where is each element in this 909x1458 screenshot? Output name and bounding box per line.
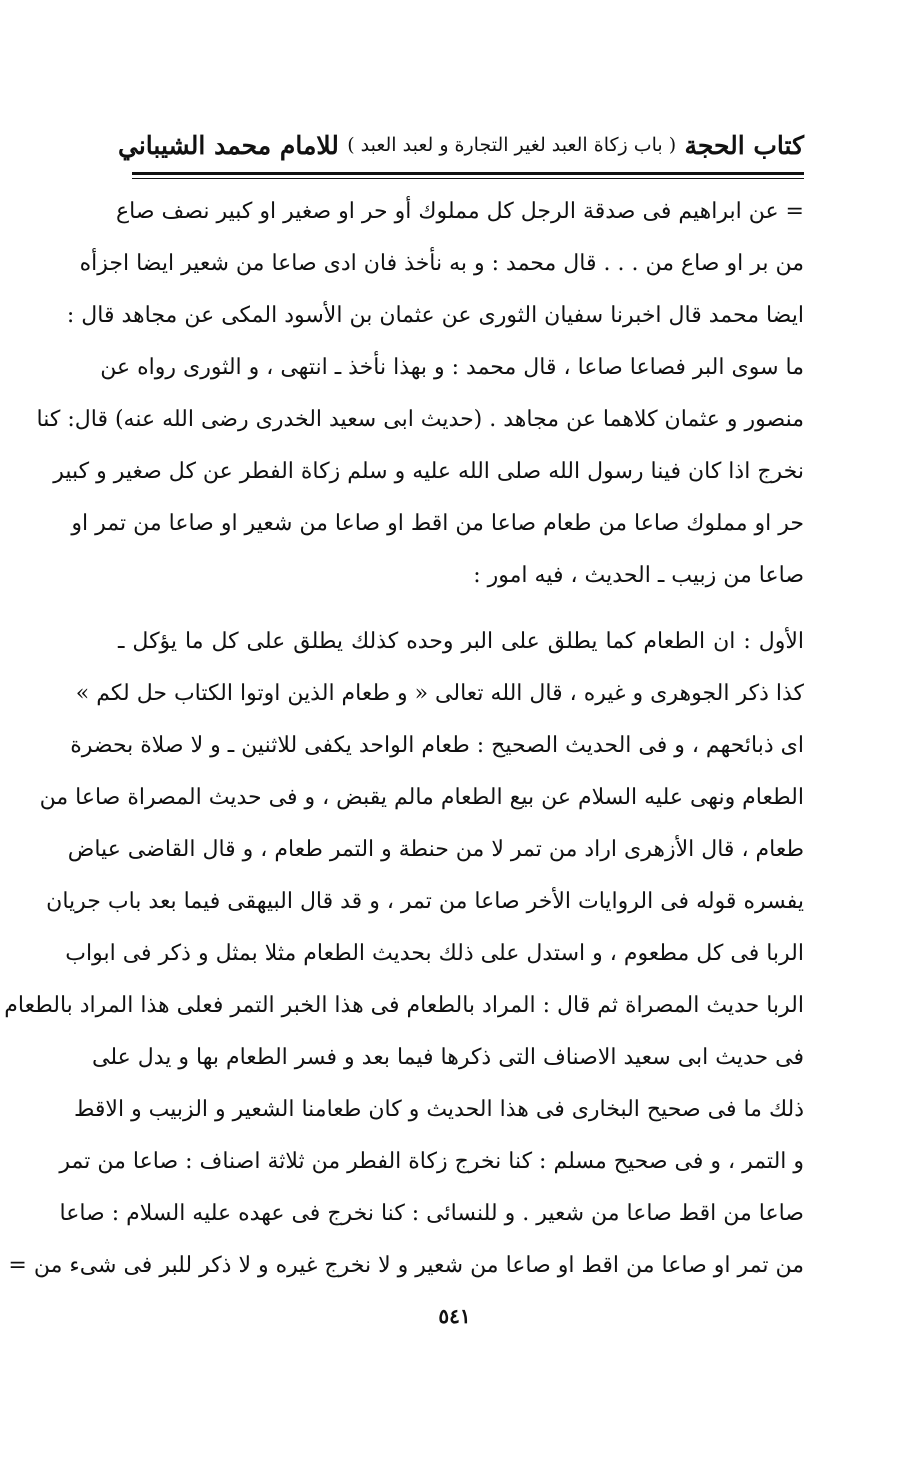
text-line: الطعام ونهى عليه السلام عن بيع الطعام مالم يقبض ، و فى حديث المصراة صاعا من: [39, 785, 804, 810]
page-number: ٥٤١: [438, 1304, 471, 1328]
chapter-title: ( باب زكاة العبد لغير التجارة و لعبد العبد ): [347, 134, 677, 156]
text-line: صاعا من اقط صاعا من شعير . و للنسائى : كنا نخرج فى عهده عليه السلام : صاعا: [59, 1201, 804, 1226]
text-line: طعام ، قال الأزهرى اراد من تمر لا من حنطة و التمر طعام ، و قال القاضى عياض: [67, 837, 804, 862]
header-rule-thin: [132, 178, 804, 179]
text-line: الربا حديث المصراة ثم قال : المراد بالطعام فى هذا الخبر التمر فعلى هذا المراد بالطعام: [4, 993, 804, 1018]
text-line: نخرج اذا كان فينا رسول الله صلى الله عليه و سلم زكاة الفطر عن كل صغير و كبير: [53, 459, 804, 484]
running-head: [118, 122, 804, 168]
text-line: منصور و عثمان كلاهما عن مجاهد . (حديث ابى سعيد الخدرى رضى الله عنه) قال: كنا: [36, 407, 804, 432]
text-line: كذا ذكر الجوهرى و غيره ، قال الله تعالى « و طعام الذين اوتوا الكتاب حل لكم »: [75, 681, 804, 706]
text-line: ايضا محمد قال اخبرنا سفيان الثورى عن عثمان بن الأسود المكى عن مجاهد قال :: [66, 303, 804, 328]
text-line: اى ذبائحهم ، و فى الحديث الصحيح : طعام الواحد يكفى للاثنين ـ و لا صلاة بحضرة: [70, 733, 804, 758]
text-line: صاعا من زبيب ـ الحديث ، فيه امور :: [473, 563, 804, 588]
header-rule-thick: [132, 172, 804, 175]
text-line: من تمر او صاعا من اقط او صاعا من شعير و لا نخرج غيره و لا ذكر للبر فى شىء من =: [8, 1253, 804, 1278]
text-line: يفسره قوله فى الروايات الأخر صاعا من تمر ، و قد قال البيهقى فيما بعد باب جريان: [46, 889, 804, 914]
text-line: ما سوى البر فصاعا صاعا ، قال محمد : و بهذا نأخذ ـ انتهى ، و الثورى رواه عن: [100, 355, 804, 380]
text-line: الربا فى كل مطعوم ، و استدل على ذلك بحديث الطعام مثلا بمثل و ذكر فى ابواب: [65, 941, 804, 966]
text-line: و التمر ، و فى صحيح مسلم : كنا نخرج زكاة الفطر من ثلاثة اصناف : صاعا من تمر: [59, 1149, 804, 1174]
text-line: من بر او صاع من . . . قال محمد : و به نأخذ فان ادى صاعا من شعير ايضا اجزأه: [79, 251, 804, 276]
text-line: الأول : ان الطعام كما يطلق على البر وحده كذلك يطلق على كل ما يؤكل ـ: [118, 629, 804, 654]
text-line: = عن ابراهيم فى صدقة الرجل كل مملوك أو حر او صغير او كبير نصف صاع: [116, 199, 804, 224]
text-line: ذلك ما فى صحيح البخارى فى هذا الحديث و كان طعامنا الشعير و الزبيب و الاقط: [74, 1097, 804, 1122]
text-line: حر او مملوك صاعا من طعام صاعا من اقط او صاعا من شعير او صاعا من تمر او: [71, 511, 804, 536]
book-title: كتاب الحجة: [684, 130, 804, 160]
text-line: فى حديث ابى سعيد الاصناف التى ذكرها فيما بعد و فسر الطعام بها و يدل على: [92, 1045, 804, 1070]
body-text: [4, 186, 804, 1292]
author-name: للامام محمد الشيباني: [118, 130, 339, 160]
